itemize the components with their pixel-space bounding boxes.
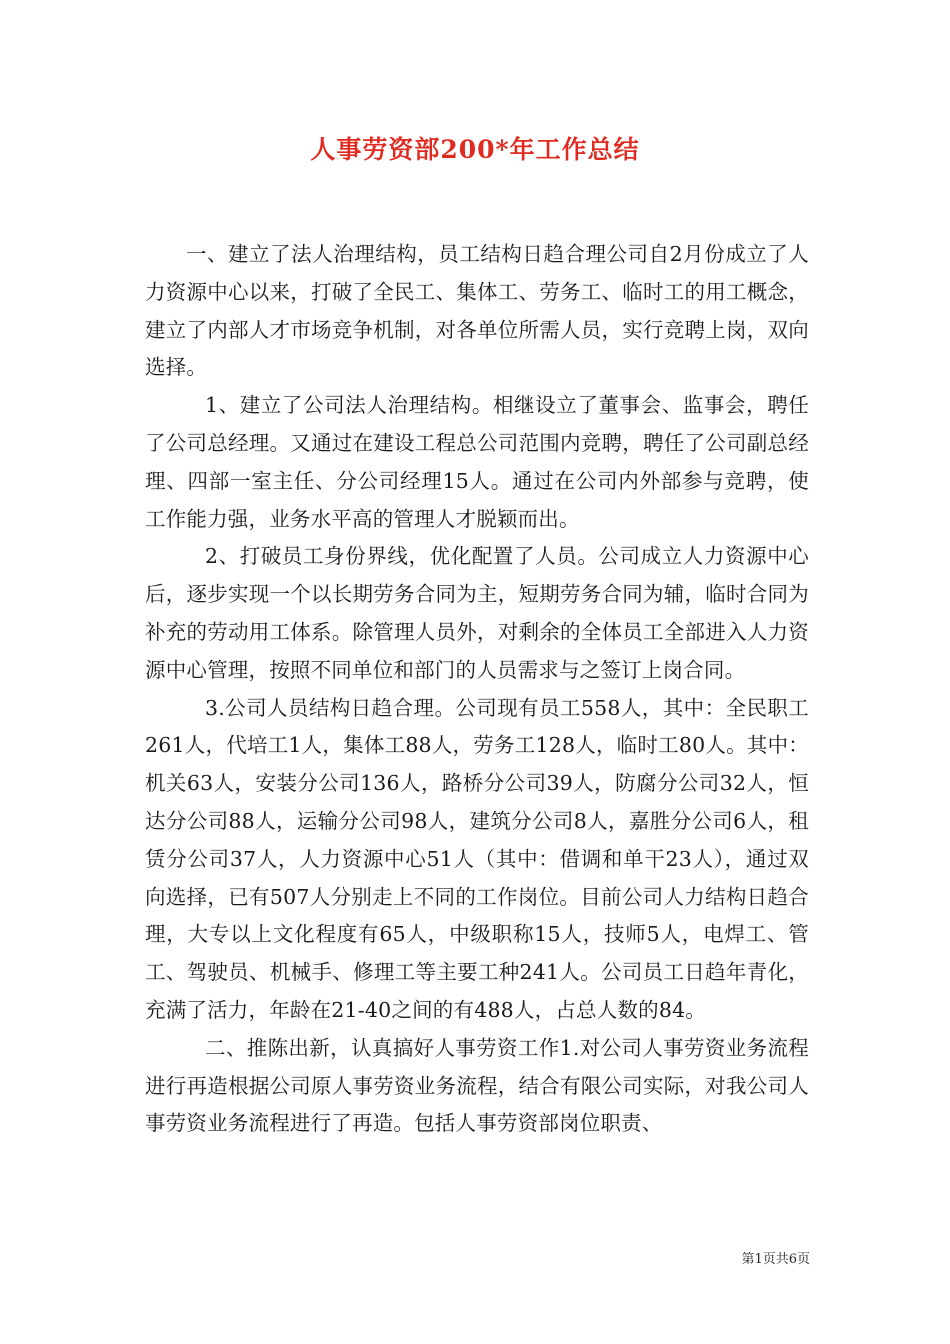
paragraph-2: 1、建立了公司法人治理结构。相继设立了董事会、监事会，聘任了公司总经理。又通过在建设工程总公司范围内竞聘，聘任了公司副总经理、四部一室主任、分公司经理15人。通过在公司内外部参与竞聘，使工作能力强，业务水平高的管理人才脱颖而出。	[145, 393, 809, 531]
document-body	[145, 236, 809, 1143]
document-title: 人事劳资部200*年工作总结	[310, 135, 640, 164]
page-number: 第1页共6页	[741, 1252, 810, 1267]
paragraph-3: 2、打破员工身份界线，优化配置了人员。公司成立人力资源中心后，逐步实现一个以长期劳务合同为主，短期劳务合同为辅，临时合同为补充的劳动用工体系。除管理人员外，对剩余的全体员工全部进入人力资源中心管理，按照不同单位和部门的人员需求与之签订上岗合同。	[145, 544, 809, 682]
paragraph-4: 3.公司人员结构日趋合理。公司现有员工558人，其中：全民职工261人，代培工1人，集体工88人，劳务工128人，临时工80人。其中：机关63人，安装分公司136人，路桥分公司39人，防腐分公司32人，恒达分公司88人，运输分公司98人，建筑分公司8人，嘉胜分公司6人，租赁分公司37人，人力资源中心51人（其中：借调和单干23人），通过双向选择，已有507人分别走上不同的工作岗位。目前公司人力结构日趋合理，大专以上文化程度有65人，中级职称15人，技师5人，电焊工、管工、驾驶员、机械手、修理工等主要工种241人。公司员工日趋年青化，充满了活力，年龄在21-40之间的有488人，占总人数的84。	[145, 695, 809, 1022]
paragraph-5: 二、推陈出新，认真搞好人事劳资工作1.对公司人事劳资业务流程进行再造根据公司原人事劳资业务流程，结合有限公司实际，对我公司人事劳资业务流程进行了再造。包括人事劳资部岗位职责、	[145, 1035, 809, 1136]
paragraph-1: 一、建立了法人治理结构，员工结构日趋合理公司自2月份成立了人力资源中心以来，打破了全民工、集体工、劳务工、临时工的用工概念，建立了内部人才市场竞争机制，对各单位所需人员，实行竞聘上岗，双向选择。	[145, 242, 809, 380]
